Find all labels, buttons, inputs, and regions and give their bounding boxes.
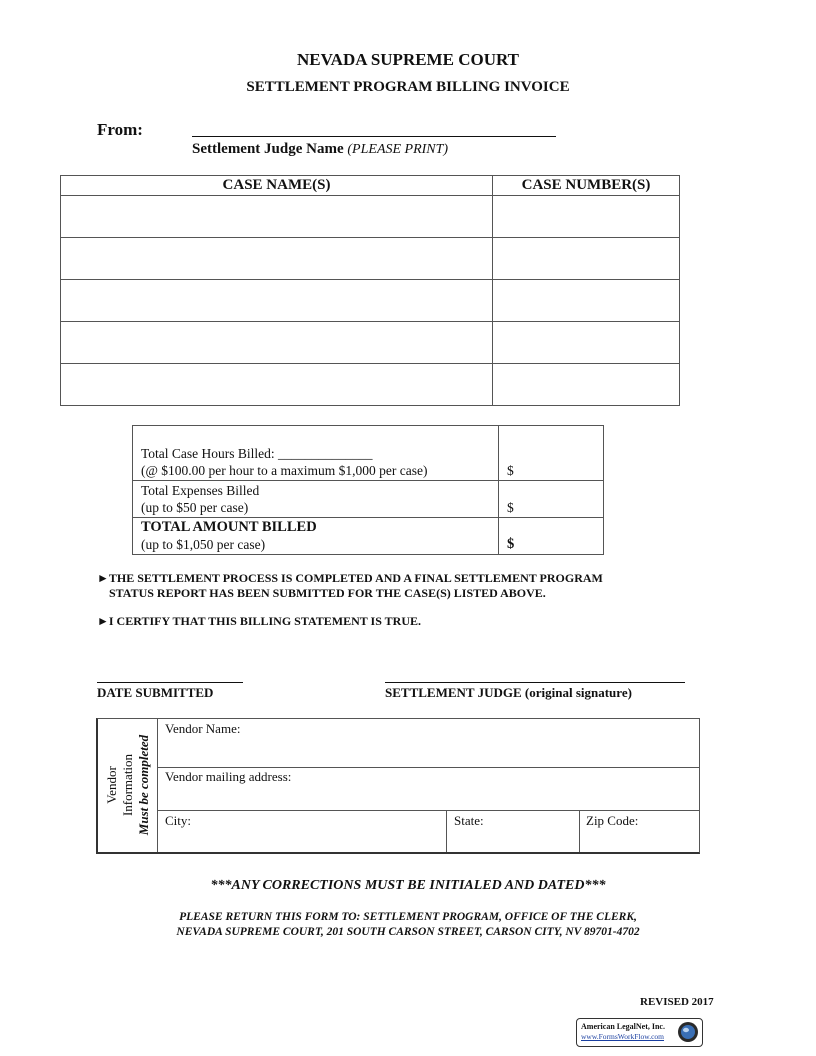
expenses-label-cell (133, 481, 499, 518)
certification-true: ►I CERTIFY THAT THIS BILLING STATEMENT IS TRUE. (97, 614, 422, 628)
from-label: From: (97, 120, 143, 139)
judge-name-caption-note: (PLEASE PRINT) (347, 142, 449, 157)
judge-signature-field[interactable] (385, 682, 685, 683)
expenses-row (133, 481, 604, 518)
billing-table (132, 425, 604, 555)
certification-completed-line2: STATUS REPORT HAS BEEN SUBMITTED FOR THE CASE(S) LISTED ABOVE. (109, 586, 546, 600)
globe-icon (676, 1020, 700, 1044)
return-line1: PLEASE RETURN THIS FORM TO: SETTLEMENT PROGRAM, OFFICE OF THE CLERK, (179, 911, 637, 923)
divider (158, 810, 699, 811)
vendor-side-line2: Information (120, 753, 135, 817)
judge-signature-label: SETTLEMENT JUDGE (original signature) (385, 685, 632, 700)
publisher-url[interactable]: www.FormsWorkFlow.com (581, 1032, 665, 1041)
case-name-header: CASE NAME(S) (61, 176, 493, 196)
vendor-side-line3: Must be completed (136, 734, 151, 836)
case-name-cell[interactable] (61, 196, 493, 238)
certification-completed-line1: ►THE SETTLEMENT PROCESS IS COMPLETED AND A FINAL SETTLEMENT PROGRAM (97, 571, 603, 585)
table-row (61, 238, 680, 280)
hours-row (133, 426, 604, 481)
total-label-cell (133, 518, 499, 555)
total-note: (up to $1,050 per case) (141, 537, 266, 552)
judge-name-caption (192, 141, 448, 158)
divider (158, 767, 699, 768)
case-name-cell[interactable] (61, 322, 493, 364)
form-title: NEVADA SUPREME COURT (296, 50, 519, 69)
judge-name-caption-text: Settlement Judge Name (192, 141, 344, 157)
table-row (61, 364, 680, 406)
table-row (61, 322, 680, 364)
case-number-cell[interactable] (493, 196, 680, 238)
case-number-cell[interactable] (493, 322, 680, 364)
date-submitted-field[interactable] (97, 682, 243, 683)
case-name-cell[interactable] (61, 280, 493, 322)
vendor-side-text (104, 735, 152, 835)
expenses-note: (up to $50 per case) (141, 500, 249, 515)
vendor-side-label (98, 719, 158, 852)
case-number-cell[interactable] (493, 364, 680, 406)
case-number-cell[interactable] (493, 238, 680, 280)
hours-label: Total Case Hours Billed: ______________ (141, 446, 373, 461)
cases-table (60, 175, 680, 406)
return-line2: NEVADA SUPREME COURT, 201 SOUTH CARSON STREET, CARSON CITY, NV 89701-4702 (176, 926, 640, 938)
vendor-state-label: State: (454, 813, 484, 828)
certification-completed (97, 571, 603, 601)
case-number-header: CASE NUMBER(S) (493, 176, 680, 196)
revision-note: REVISED 2017 (640, 996, 714, 1008)
hours-amount-field[interactable]: $ (499, 426, 604, 481)
case-name-cell[interactable] (61, 238, 493, 280)
vendor-address-label: Vendor mailing address: (165, 769, 292, 784)
divider (579, 810, 580, 852)
return-instructions (0, 910, 816, 940)
expenses-label: Total Expenses Billed (141, 483, 260, 498)
vendor-zip-label: Zip Code: (586, 813, 639, 828)
total-row (133, 518, 604, 555)
hours-label-cell (133, 426, 499, 481)
case-name-cell[interactable] (61, 364, 493, 406)
vendor-side-line1: Vendor (104, 766, 119, 804)
total-label: TOTAL AMOUNT BILLED (141, 519, 317, 535)
divider (446, 810, 447, 852)
judge-name-field[interactable] (192, 136, 556, 137)
total-amount-field[interactable]: $ (499, 518, 604, 555)
vendor-name-label: Vendor Name: (165, 721, 241, 736)
hours-note: (@ $100.00 per hour to a maximum $1,000 per case) (141, 463, 428, 478)
table-row (61, 196, 680, 238)
date-submitted-label: DATE SUBMITTED (97, 685, 214, 700)
table-row (61, 280, 680, 322)
publisher-logo (576, 1018, 703, 1047)
expenses-amount-field[interactable]: $ (499, 481, 604, 518)
vendor-info-box (96, 718, 700, 854)
case-number-cell[interactable] (493, 280, 680, 322)
vendor-city-label: City: (165, 813, 192, 828)
form-subtitle: SETTLEMENT PROGRAM BILLING INVOICE (246, 79, 570, 95)
corrections-notice: ***ANY CORRECTIONS MUST BE INITIALED AND DATED*** (210, 878, 606, 893)
publisher-name: American LegalNet, Inc. (581, 1022, 665, 1031)
